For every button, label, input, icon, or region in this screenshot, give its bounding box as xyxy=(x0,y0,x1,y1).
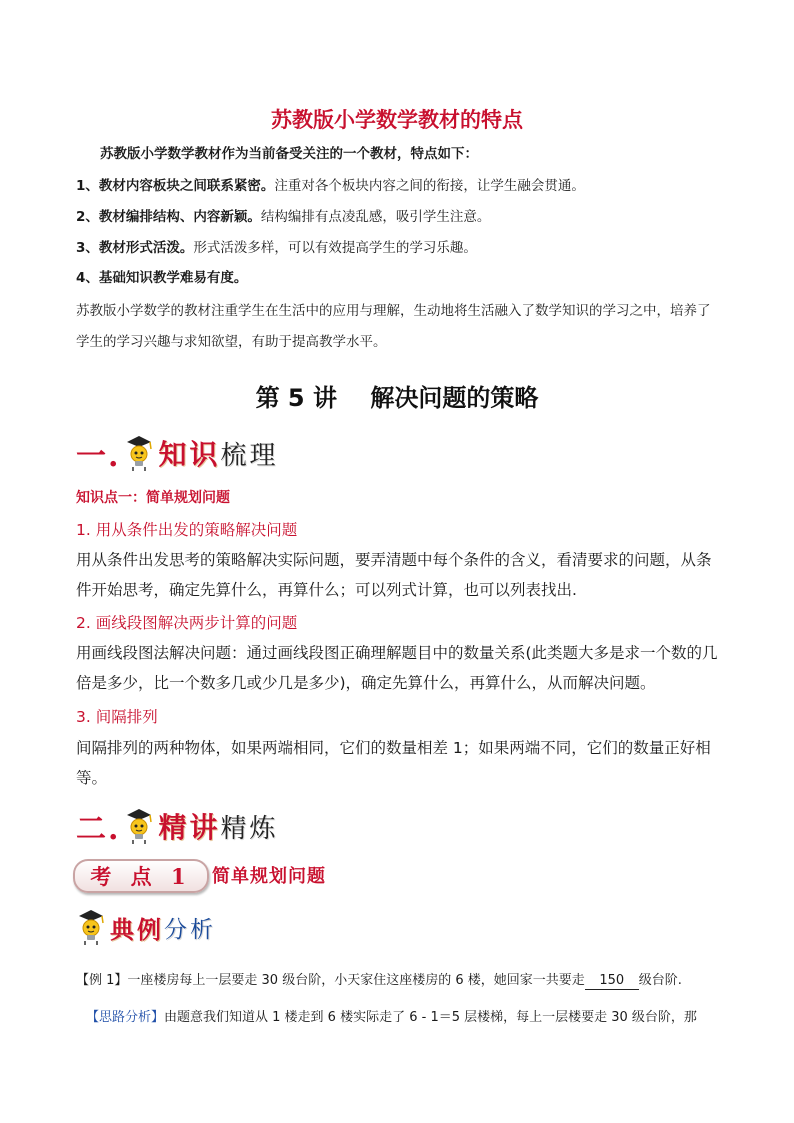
section-2-title-main: 精讲 xyxy=(158,811,221,844)
section-2-title-sub: 精炼 xyxy=(220,813,279,844)
graduate-lightbulb-mascot-icon xyxy=(76,908,106,946)
feature-point-1-text: 注重对各个板块内容之间的衔接，让学生融会贯通。 xyxy=(274,178,585,194)
item-3-heading: 3. 间隔排列 xyxy=(76,708,158,726)
lecture-title: 第 5 讲 解决问题的策略 xyxy=(255,384,539,412)
item-1-heading: 1. 用从条件出发的策略解决问题 xyxy=(76,521,298,539)
knowledge-point-title: 知识点一：简单规划问题 xyxy=(76,490,230,506)
feature-point-1-lead: 1、教材内容板块之间联系紧密。 xyxy=(76,178,275,194)
item-2-heading: 2. 画线段图解决两步计算的问题 xyxy=(76,614,298,632)
analysis-text: 由题意我们知道从 1 楼走到 6 楼实际走了 6 - 1＝5 层楼梯，每上一层楼要走 30 级台阶，那 xyxy=(164,1010,697,1025)
feature-point-3-text: 形式活泼多样，可以有效提高学生的学习乐趣。 xyxy=(193,240,477,256)
analysis-line xyxy=(86,1009,697,1027)
feature-point-2 xyxy=(76,207,490,227)
intro-text: 苏教版小学数学教材作为当前备受关注的一个教材，特点如下： xyxy=(100,146,478,162)
example-1-answer: 150 xyxy=(585,973,639,990)
kaodian-label: 考 点 1 xyxy=(90,864,192,889)
feature-point-2-lead: 2、教材编排结构、内容新颖。 xyxy=(76,209,261,225)
example-heading-main: 典例 xyxy=(110,914,164,944)
kaodian-title: 简单规划问题 xyxy=(212,866,326,887)
example-1-question: 一座楼房每上一层要走 30 级台阶，小天家住这座楼房的 6 楼，她回家一共要走 xyxy=(127,973,585,988)
section-2-heading xyxy=(76,803,278,849)
feature-point-2-text: 结构编排有点凌乱感，吸引学生注意。 xyxy=(260,209,491,225)
graduate-lightbulb-mascot-icon xyxy=(124,434,154,472)
feature-point-4 xyxy=(76,268,247,288)
graduate-lightbulb-mascot-icon xyxy=(124,807,154,845)
section-1-heading xyxy=(76,430,278,476)
analysis-label: 【思路分析】 xyxy=(86,1010,165,1025)
kaodian-badge xyxy=(73,859,209,893)
feature-point-4-lead: 4、基础知识教学难易有度。 xyxy=(76,270,248,286)
feature-point-3 xyxy=(76,238,477,258)
item-2-body: 用画线段图法解决问题：通过画线段图正确理解题目中的数量关系(此类题大多是求一个数的几倍是多少，比一个数多几或少几是多少)，确定先算什么，再算什么，从而解决问题。 xyxy=(76,644,718,692)
document-title: 苏教版小学数学教材的特点 xyxy=(271,108,523,132)
feature-point-3-lead: 3、教材形式活泼。 xyxy=(76,240,194,256)
example-1-label: 【例 1】 xyxy=(76,973,128,988)
example-heading-sub: 分析 xyxy=(164,916,216,943)
item-1-body: 用从条件出发思考的策略解决实际问题，要弄清题中每个条件的含义，看清要求的问题，从条件开始思考，确定先算什么，再算什么；可以列式计算，也可以列表找出. xyxy=(76,551,712,599)
feature-point-1 xyxy=(76,176,585,196)
summary-paragraph: 苏教版小学数学的教材注重学生在生活中的应用与理解，生动地将生活融入了数学知识的学习之中，培养了学生的学习兴趣与求知欲望，有助于提高教学水平。 xyxy=(76,303,711,350)
example-analysis-heading xyxy=(72,904,216,950)
section-1-number: 一. xyxy=(76,439,121,474)
example-1-question-end: 级台阶. xyxy=(638,973,682,988)
example-1 xyxy=(76,972,682,990)
item-3-body: 间隔排列的两种物体，如果两端相同，它们的数量相差 1；如果两端不同，它们的数量正好相等。 xyxy=(76,739,711,787)
section-2-number: 二. xyxy=(76,812,121,847)
section-1-title-sub: 梳理 xyxy=(220,440,279,471)
section-1-title-main: 知识 xyxy=(158,438,221,471)
